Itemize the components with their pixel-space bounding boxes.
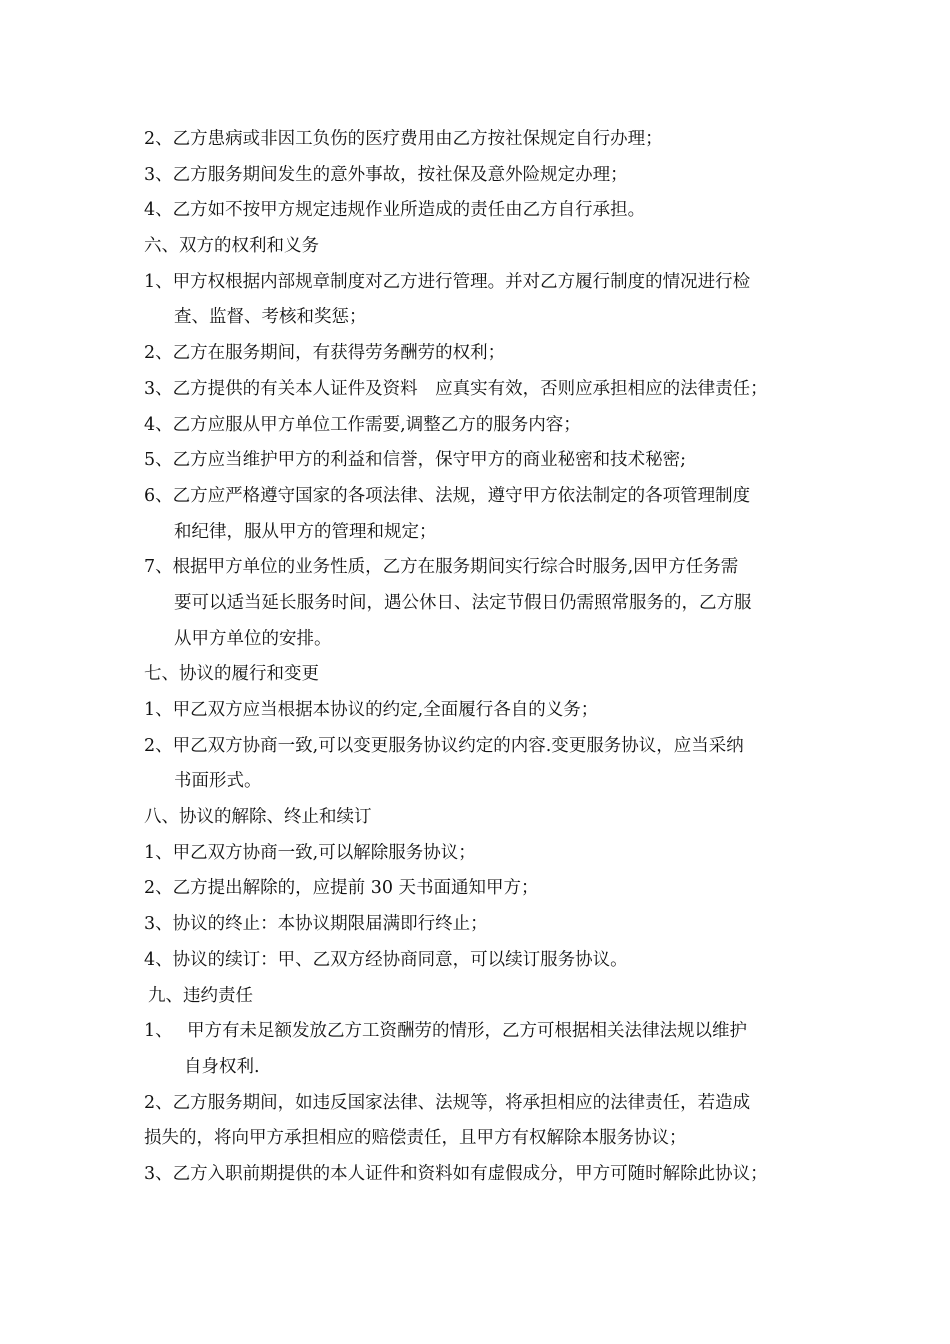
clause-6-2: 2、乙方在服务期间，有获得劳务酬劳的权利； [144,343,506,364]
clause-5-3: 3、乙方服务期间发生的意外事故，按社保及意外险规定办理； [144,164,628,185]
clause-6-3: 3、乙方提供的有关本人证件及资料 应真实有效，否则应承担相应的法律责任； [144,378,768,399]
clause-8-2: 2、乙方提出解除的，应提前 30 天书面通知甲方； [144,878,539,899]
clause-7-2: 2、甲乙双方协商一致,可以变更服务协议约定的内容.变更服务协议，应当采纳 [144,735,744,756]
section-heading-9: 九、违约责任 [148,985,253,1006]
clause-5-4: 4、乙方如不按甲方规定违规作业所造成的责任由乙方自行承担。 [144,200,646,221]
clause-7-1: 1、甲乙双方应当根据本协议的约定,全面履行各自的义务； [144,700,599,720]
document-body [144,122,824,1193]
clause-6-1: 1、甲方权根据内部规章制度对乙方进行管理。并对乙方履行制度的情况进行检 [144,271,751,292]
clause-5-2: 2、乙方患病或非因工负伤的医疗费用由乙方按社保规定自行办理； [144,129,663,149]
clause-6-7-continued-2: 从甲方单位的安排。 [174,628,332,649]
clause-6-1-continued: 查、监督、考核和奖惩； [174,307,367,328]
section-heading-7: 七、协议的履行和变更 [144,664,319,685]
clause-6-7: 7、根据甲方单位的业务性质，乙方在服务期间实行综合时服务,因甲方任务需 [144,557,739,578]
clause-6-6-continued: 和纪律，服从甲方的管理和规定； [174,521,437,542]
clause-8-4: 4、协议的续订：甲、乙双方经协商同意，可以续订服务协议。 [144,949,628,970]
clause-9-1: 1、 甲方有未足额发放乙方工资酬劳的情形，乙方可根据相关法律法规以维护 [144,1021,747,1042]
section-heading-6: 六、双方的权利和义务 [144,236,319,257]
clause-6-5: 5、乙方应当维护甲方的利益和信誉，保守甲方的商业秘密和技术秘密; [144,450,687,471]
clause-7-2-continued: 书面形式。 [174,771,262,792]
clause-9-2-continued: 损失的，将向甲方承担相应的赔偿责任，且甲方有权解除本服务协议； [144,1128,687,1149]
clause-9-3: 3、乙方入职前期提供的本人证件和资料如有虚假成分，甲方可随时解除此协议； [144,1163,768,1184]
clause-8-1: 1、甲乙双方协商一致,可以解除服务协议； [144,842,476,863]
clause-6-7-continued-1: 要可以适当延长服务时间，遇公休日、法定节假日仍需照常服务的，乙方服 [174,592,752,613]
clause-8-3: 3、协议的终止：本协议期限届满即行终止； [144,914,488,935]
clause-6-4: 4、乙方应服从甲方单位工作需要,调整乙方的服务内容； [144,414,581,435]
section-heading-8: 八、协议的解除、终止和续订 [144,807,372,828]
clause-9-1-continued: 自身权利. [184,1056,260,1077]
clause-6-6: 6、乙方应严格遵守国家的各项法律、法规，遵守甲方依法制定的各项管理制度 [144,485,751,506]
clause-9-2: 2、乙方服务期间，如违反国家法律、法规等，将承担相应的法律责任，若造成 [144,1092,751,1113]
